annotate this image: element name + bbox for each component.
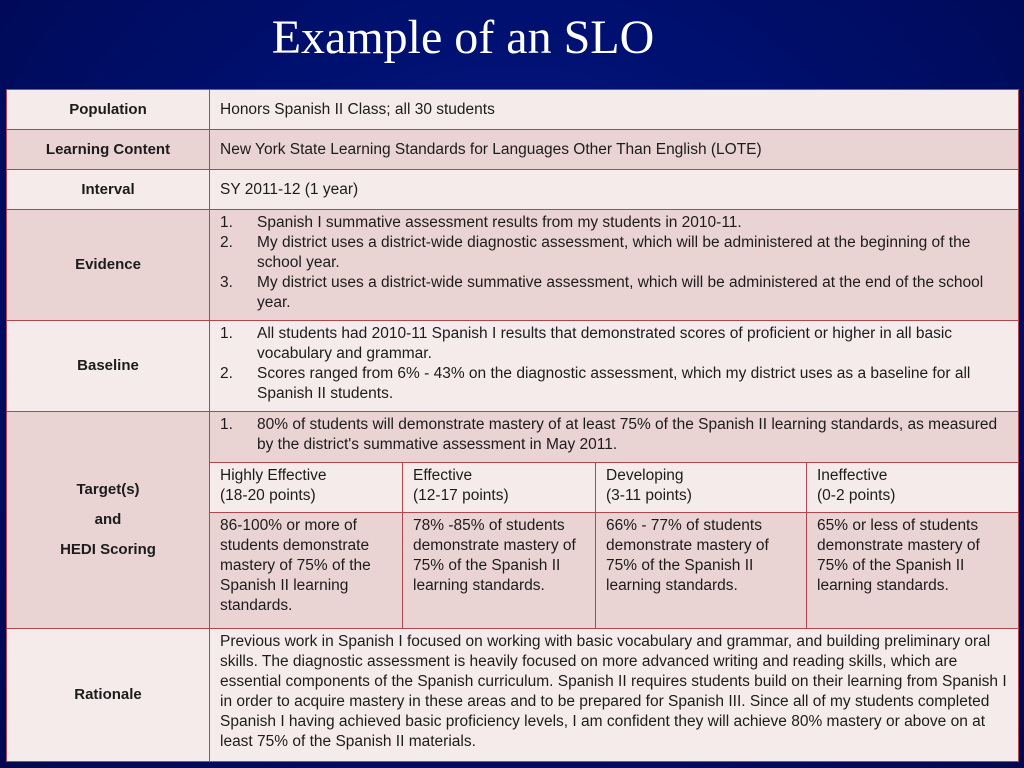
slo-table [6, 89, 1019, 762]
learning-content-row [7, 130, 1019, 170]
evidence-value [210, 210, 1019, 321]
interval-value: SY 2011-12 (1 year) [210, 170, 1019, 210]
hedi-desc-developing: 66% - 77% of students demonstrate mastery of 75% of the Spanish II learning standards. [596, 513, 807, 629]
list-item: 1. 80% of students will demonstrate mastery of at least 75% of the Spanish II learning standards, as measured by the district's summative assessment in May 2011. [220, 416, 998, 453]
list-item: 3. My district uses a district-wide summative assessment, which will be administered at the end of the school year. [220, 274, 984, 311]
population-label: Population [7, 90, 210, 130]
population-row [7, 90, 1019, 130]
baseline-list [220, 324, 1008, 404]
learning-content-value: New York State Learning Standards for Languages Other Than English (LOTE) [210, 130, 1019, 170]
rationale-label: Rationale [7, 629, 210, 762]
evidence-label: Evidence [7, 210, 210, 321]
baseline-row [7, 321, 1019, 412]
target-statement [210, 412, 1019, 463]
hedi-level-ineffective: Ineffective (0-2 points) [807, 463, 1019, 513]
hedi-desc-highly-effective: 86-100% or more of students demonstrate mastery of 75% of the Spanish II learning standards. [210, 513, 403, 629]
hedi-desc-effective: 78% -85% of students demonstrate mastery of 75% of the Spanish II learning standards. [403, 513, 596, 629]
list-item: 2. Scores ranged from 6% - 43% on the diagnostic assessment, which my district uses as a baseline for all Spanish II students. [220, 365, 971, 402]
target-list [220, 415, 1008, 455]
evidence-list [220, 213, 1008, 313]
targets-label: Target(s) and HEDI Scoring [7, 412, 210, 629]
evidence-row [7, 210, 1019, 321]
hedi-desc-ineffective: 65% or less of students demonstrate mastery of 75% of the Spanish II learning standards. [807, 513, 1019, 629]
list-item: 1. Spanish I summative assessment results from my students in 2010-11. [220, 214, 742, 231]
population-value: Honors Spanish II Class; all 30 students [210, 90, 1019, 130]
list-item: 1. All students had 2010-11 Spanish I results that demonstrated scores of proficient or higher in all basic vocabulary and grammar. [220, 325, 953, 362]
hedi-level-effective: Effective (12-17 points) [403, 463, 596, 513]
target-statement-row [7, 412, 1019, 463]
interval-label: Interval [7, 170, 210, 210]
hedi-level-developing: Developing (3-11 points) [596, 463, 807, 513]
baseline-value [210, 321, 1019, 412]
rationale-row [7, 629, 1019, 762]
interval-row [7, 170, 1019, 210]
learning-content-label: Learning Content [7, 130, 210, 170]
baseline-label: Baseline [7, 321, 210, 412]
rationale-value: Previous work in Spanish I focused on working with basic vocabulary and grammar, and building preliminary oral skills. The diagnostic assessment is heavily focused on more advanced writing and reading skills, which are essential components of the Spanish curriculum. Spanish II requires students build on their learning from Spanish I in order to acquire mastery in these areas and to be prepared for Spanish III. Since all of my students completed Spanish I having achieved basic proficiency levels, I am confident they will achieve 80% mastery or above on at least 75% of the Spanish II materials. [210, 629, 1019, 762]
slide-title: Example of an SLO [271, 11, 655, 64]
hedi-level-highly-effective: Highly Effective (18-20 points) [210, 463, 403, 513]
list-item: 2. My district uses a district-wide diagnostic assessment, which will be administered at the beginning of the school year. [220, 234, 971, 271]
